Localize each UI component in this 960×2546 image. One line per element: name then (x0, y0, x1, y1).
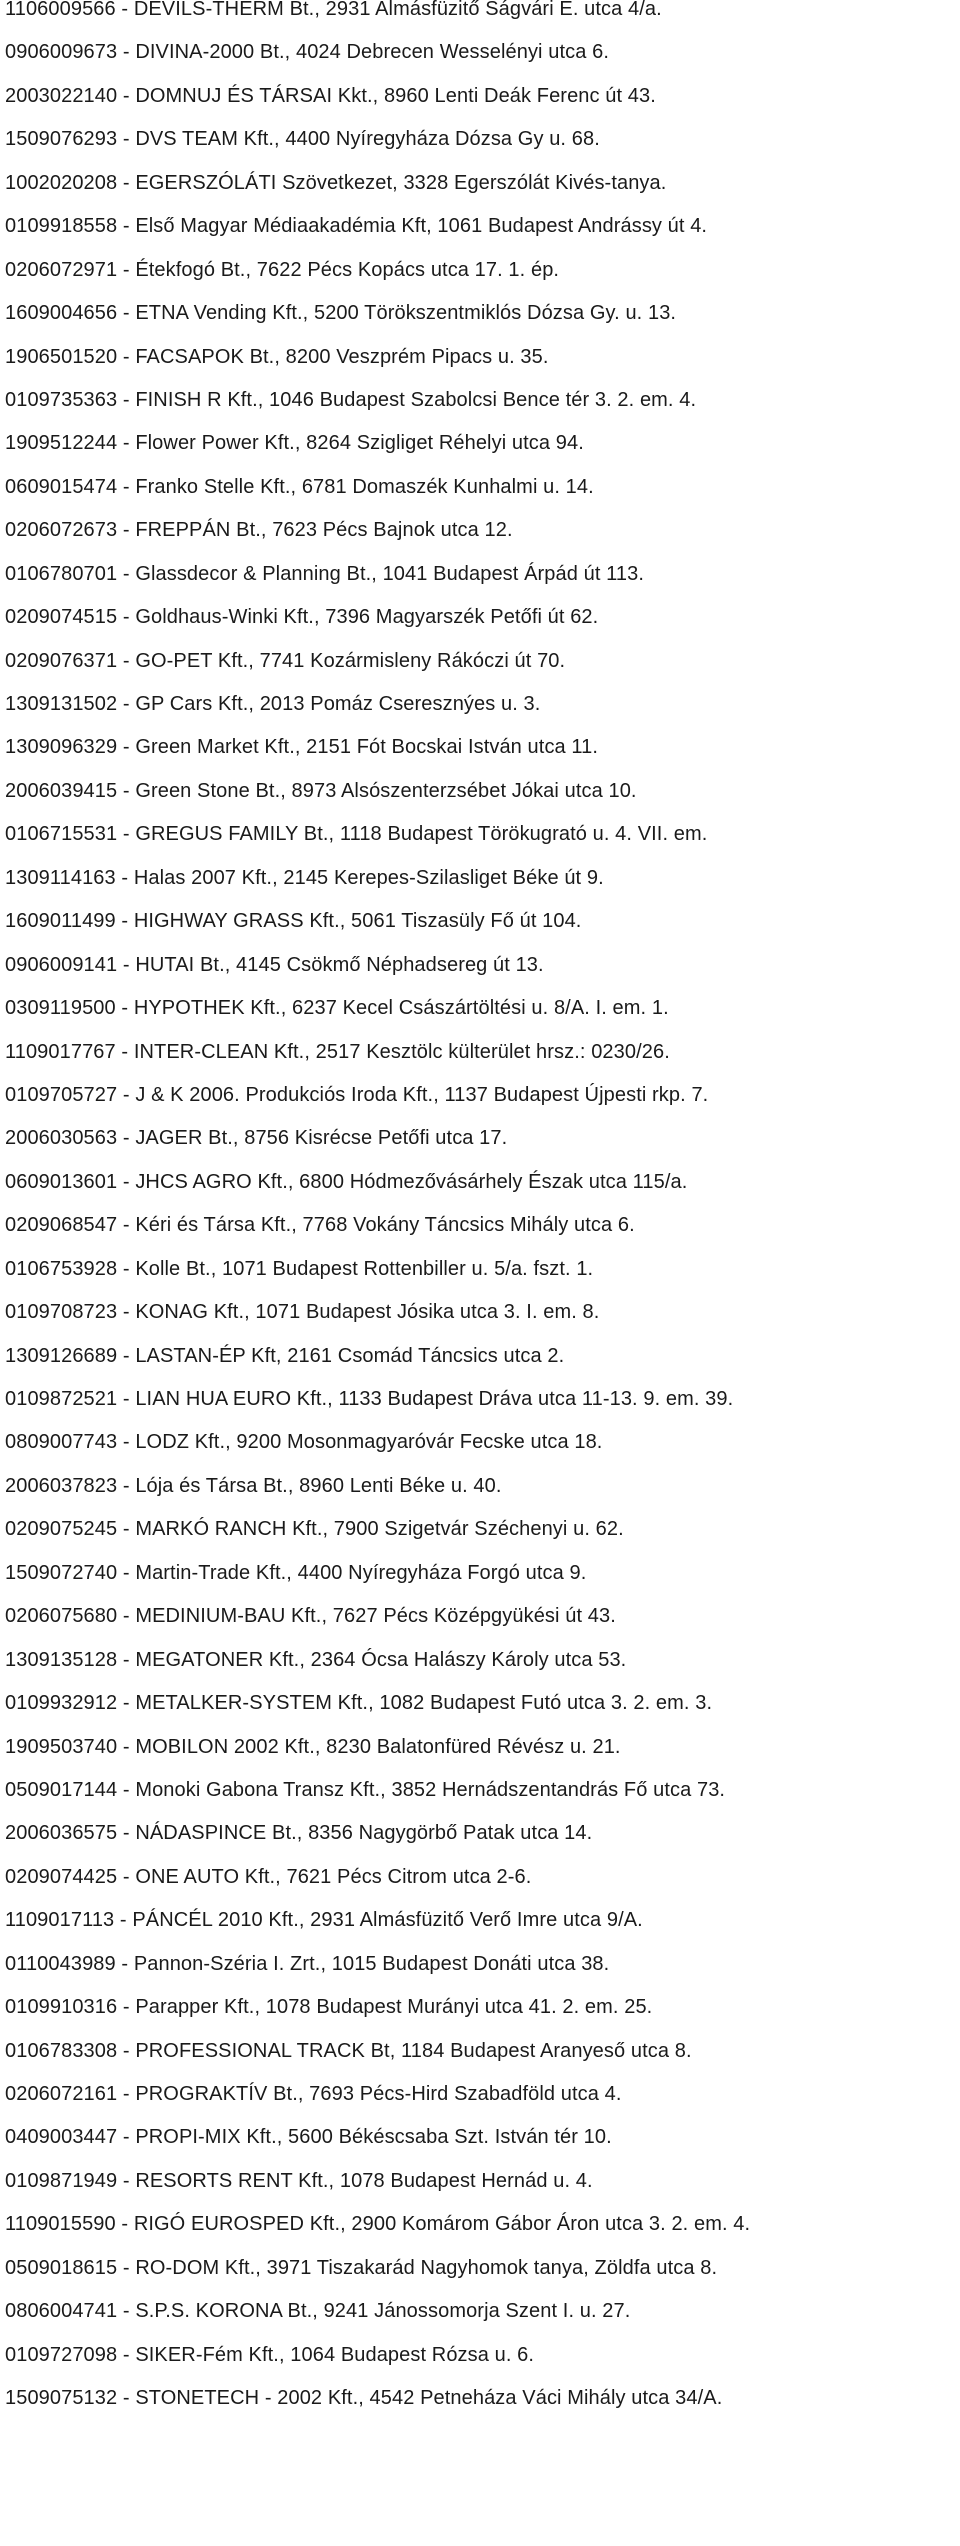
separator: - (117, 1822, 136, 1845)
registration-number: 1609011499 (5, 910, 116, 933)
company-details: RESORTS RENT Kft., 1078 Budapest Hernád u. 4. (135, 2169, 593, 2192)
separator: - (117, 128, 136, 151)
registration-number: 1109015590 (5, 2213, 116, 2236)
separator: - (117, 258, 136, 281)
registration-number: 0206072971 (5, 258, 118, 281)
registration-number: 2006039415 (5, 779, 118, 802)
company-details: INTER-CLEAN Kft., 2517 Kesztölc külterület hrsz.: 0230/26. (133, 1040, 670, 1063)
registration-number: 0209068547 (5, 1214, 118, 1237)
separator: - (117, 1344, 136, 1367)
registration-number: 1906501520 (5, 345, 118, 368)
separator: - (117, 562, 136, 585)
separator: - (117, 1865, 136, 1888)
list-item (5, 2160, 960, 2203)
company-details: HIGHWAY GRASS Kft., 5061 Tiszasüly Fő út 104. (133, 910, 582, 933)
registration-number: 2006037823 (5, 1474, 118, 1497)
separator: - (117, 475, 136, 498)
company-details: ETNA Vending Kft., 5200 Törökszentmiklós Dózsa Gy. u. 13. (135, 302, 677, 325)
separator: - (117, 215, 136, 238)
company-details: MARKÓ RANCH Kft., 7900 Szigetvár Széchenyi u. 62. (135, 1518, 624, 1541)
registration-number: 2006036575 (5, 1822, 118, 1845)
registration-number: 0309119500 (5, 997, 116, 1020)
company-details: LASTAN-ÉP Kft, 2161 Csomád Táncsics utca 2. (135, 1344, 565, 1367)
list-item (5, 1291, 960, 1334)
separator: - (117, 736, 136, 759)
separator: - (117, 302, 136, 325)
registration-number: 1309126689 (5, 1344, 118, 1367)
company-details: PROGRAKTÍV Bt., 7693 Pécs-Hird Szabadföld utca 4. (135, 2083, 622, 2105)
list-item (5, 2290, 960, 2333)
company-details: GREGUS FAMILY Bt., 1118 Budapest Törökugrató u. 4. VII. em. (135, 823, 708, 846)
list-item (5, 1595, 960, 1638)
separator: - (117, 1301, 136, 1324)
registration-number: 0906009141 (5, 953, 118, 976)
list-item (5, 1378, 960, 1421)
list-item (5, 987, 960, 1030)
registration-number: 1109017767 (5, 1040, 116, 1063)
registration-number: 0109871949 (5, 2169, 118, 2192)
company-details: J & K 2006. Produkciós Iroda Kft., 1137 Budapest Újpesti rkp. 7. (135, 1083, 709, 1106)
registration-number: 0109708723 (5, 1301, 118, 1324)
company-details: HYPOTHEK Kft., 6237 Kecel Császártöltési u. 8/A. I. em. 1. (133, 997, 669, 1020)
company-details: METALKER-SYSTEM Kft., 1082 Budapest Futó utca 3. 2. em. 3. (135, 1692, 713, 1715)
company-details: Étekfogó Bt., 7622 Pécs Kopács utca 17. 1. ép. (135, 258, 560, 281)
list-item (5, 596, 960, 639)
company-details: Franko Stelle Kft., 6781 Domaszék Kunhalmi u. 14. (135, 475, 594, 498)
company-details: Lója és Társa Bt., 8960 Lenti Béke u. 40. (135, 1474, 502, 1497)
company-details: Első Magyar Médiaakadémia Kft, 1061 Budapest Andrássy út 4. (135, 215, 708, 238)
company-details: LODZ Kft., 9200 Mosonmagyaróvár Fecske utca 18. (135, 1431, 603, 1454)
list-item (5, 770, 960, 813)
registration-number: 0206072673 (5, 519, 118, 542)
list-item (5, 1465, 960, 1508)
company-details: DIVINA-2000 Bt., 4024 Debrecen Wesselényi utca 6. (135, 41, 609, 64)
registration-number: 1002020208 (5, 171, 118, 194)
separator: - (117, 1648, 136, 1671)
list-item (5, 553, 960, 596)
registration-number: 0109705727 (5, 1083, 118, 1106)
list-item (5, 2377, 960, 2420)
separator: - (117, 2083, 136, 2105)
registration-number: 1309135128 (5, 1648, 118, 1671)
list-item (5, 2073, 960, 2116)
list-item (5, 118, 960, 161)
company-details: Green Market Kft., 2151 Fót Bocskai István utca 11. (135, 736, 599, 759)
company-details: MOBILON 2002 Kft., 8230 Balatonfüred Révész u. 21. (135, 1735, 621, 1758)
separator: - (117, 1257, 136, 1280)
list-item (5, 1204, 960, 1247)
separator: - (117, 2300, 136, 2323)
company-details: FACSAPOK Bt., 8200 Veszprém Pipacs u. 35. (135, 345, 549, 368)
registration-number: 1909503740 (5, 1735, 118, 1758)
list-item (5, 2334, 960, 2377)
separator: - (117, 519, 136, 542)
list-item (5, 1986, 960, 2029)
company-details: DVS TEAM Kft., 4400 Nyíregyháza Dózsa Gy u. 68. (135, 128, 600, 151)
registration-number: 0809007743 (5, 1431, 118, 1454)
separator: - (117, 2343, 136, 2366)
list-item (5, 0, 960, 31)
company-details: Pannon-Széria I. Zrt., 1015 Budapest Donáti utca 38. (133, 1952, 610, 1975)
separator: - (117, 84, 136, 107)
company-details: NÁDASPINCE Bt., 8356 Nagygörbő Patak utca 14. (135, 1822, 593, 1845)
list-item (5, 813, 960, 856)
separator: - (115, 1040, 134, 1063)
company-details: PÁNCÉL 2010 Kft., 2931 Almásfüzitő Verő Imre utca 9/A. (132, 1909, 643, 1932)
registration-number: 1609004656 (5, 302, 118, 325)
list-item (5, 379, 960, 422)
company-details: Kolle Bt., 1071 Budapest Rottenbiller u. 5/a. fszt. 1. (135, 1257, 594, 1280)
company-details: RO-DOM Kft., 3971 Tiszakarád Nagyhomok tanya, Zöldfa utca 8. (135, 2256, 718, 2279)
list-item (5, 292, 960, 335)
list-item (5, 1856, 960, 1899)
separator: - (117, 953, 136, 976)
separator: - (117, 388, 136, 411)
company-details: Martin-Trade Kft., 4400 Nyíregyháza Forgó utca 9. (135, 1561, 587, 1584)
company-details: ONE AUTO Kft., 7621 Pécs Citrom utca 2-6. (135, 1865, 532, 1888)
list-item (5, 31, 960, 74)
separator: - (115, 0, 134, 20)
separator: - (117, 171, 136, 194)
company-details: Parapper Kft., 1078 Budapest Murányi utca 41. 2. em. 25. (135, 1996, 653, 2019)
registration-number: 1509075132 (5, 2387, 118, 2410)
registration-number: 1309114163 (5, 866, 116, 889)
separator: - (117, 1778, 136, 1801)
separator: - (117, 1561, 136, 1584)
list-item (5, 944, 960, 987)
separator: - (117, 1474, 136, 1497)
list-item (5, 162, 960, 205)
company-list (5, 0, 960, 2421)
company-details: EGERSZÓLÁTI Szövetkezet, 3328 Egerszólát Kivés-tanya. (135, 171, 667, 194)
company-details: LIAN HUA EURO Kft., 1133 Budapest Dráva utca 11-13. 9. em. 39. (135, 1388, 734, 1410)
registration-number: 0609013601 (5, 1170, 118, 1193)
list-item (5, 1812, 960, 1855)
list-item (5, 466, 960, 509)
separator: - (115, 1952, 134, 1975)
company-details: PROPI-MIX Kft., 5600 Békéscsaba Szt. István tér 10. (135, 2126, 612, 2149)
list-item (5, 75, 960, 118)
company-details: HUTAI Bt., 4145 Csökmő Néphadsereg út 13. (135, 953, 544, 976)
list-item (5, 1074, 960, 1117)
company-details: Monoki Gabona Transz Kft., 3852 Hernádszentandrás Fő utca 73. (135, 1778, 726, 1801)
separator: - (117, 1214, 136, 1237)
registration-number: 1309131502 (5, 693, 118, 715)
company-details: MEDINIUM-BAU Kft., 7627 Pécs Középgyükési út 43. (135, 1605, 616, 1628)
separator: - (117, 1431, 136, 1454)
list-item (5, 422, 960, 465)
registration-number: 0209075245 (5, 1518, 118, 1541)
separator: - (117, 1518, 136, 1541)
separator: - (117, 2387, 136, 2410)
separator: - (117, 345, 136, 368)
separator: - (117, 1388, 136, 1410)
list-item (5, 205, 960, 248)
registration-number: 0109727098 (5, 2343, 118, 2366)
company-details: GP Cars Kft., 2013 Pomáz Cseresznýes u. 3. (135, 693, 541, 715)
company-details: KONAG Kft., 1071 Budapest Jósika utca 3. I. em. 8. (135, 1301, 600, 1324)
company-details: FINISH R Kft., 1046 Budapest Szabolcsi Bence tér 3. 2. em. 4. (135, 388, 697, 411)
separator: - (117, 1170, 136, 1193)
list-item (5, 1726, 960, 1769)
list-item (5, 726, 960, 769)
company-details: Green Stone Bt., 8973 Alsószenterzsébet Jókai utca 10. (135, 779, 637, 802)
company-details: RIGÓ EUROSPED Kft., 2900 Komárom Gábor Áron utca 3. 2. em. 4. (133, 2213, 751, 2236)
list-item (5, 1508, 960, 1551)
list-item (5, 509, 960, 552)
company-details: MEGATONER Kft., 2364 Ócsa Halászy Károly utca 53. (135, 1648, 627, 1671)
separator: - (117, 693, 136, 715)
separator: - (117, 2256, 136, 2279)
company-details: DOMNUJ ÉS TÁRSAI Kkt., 8960 Lenti Deák Ferenc út 43. (135, 84, 656, 107)
company-details: S.P.S. KORONA Bt., 9241 Jánossomorja Szent I. u. 27. (135, 2300, 631, 2323)
list-item (5, 640, 960, 683)
list-item (5, 1031, 960, 1074)
separator: - (117, 2039, 136, 2062)
company-details: SIKER-Fém Kft., 1064 Budapest Rózsa u. 6. (135, 2343, 535, 2366)
list-item (5, 2116, 960, 2159)
separator: - (115, 910, 134, 933)
registration-number: 1509076293 (5, 128, 118, 151)
list-item (5, 1899, 960, 1942)
separator: - (117, 2169, 136, 2192)
registration-number: 0509018615 (5, 2256, 118, 2279)
separator: - (114, 1909, 133, 1932)
list-item (5, 1552, 960, 1595)
company-details: GO-PET Kft., 7741 Kozármisleny Rákóczi út 70. (135, 649, 566, 672)
registration-number: 2003022140 (5, 84, 118, 107)
registration-number: 1909512244 (5, 432, 118, 455)
registration-number: 0109932912 (5, 1692, 118, 1715)
company-details: PROFESSIONAL TRACK Bt, 1184 Budapest Aranyeső utca 8. (135, 2039, 692, 2062)
list-item (5, 249, 960, 292)
list-item (5, 1335, 960, 1378)
separator: - (117, 649, 136, 672)
registration-number: 0109735363 (5, 388, 118, 411)
registration-number: 1509072740 (5, 1561, 118, 1584)
list-item (5, 2030, 960, 2073)
separator: - (117, 606, 136, 629)
company-details: JAGER Bt., 8756 Kisrécse Petőfi utca 17. (135, 1127, 508, 1150)
separator: - (117, 1692, 136, 1715)
separator: - (117, 779, 136, 802)
separator: - (115, 866, 134, 889)
registration-number: 2006030563 (5, 1127, 118, 1150)
registration-number: 0106715531 (5, 823, 118, 846)
separator: - (117, 823, 136, 846)
list-item (5, 2203, 960, 2246)
company-details: DEVILS-THERM Bt., 2931 Almásfüzitő Ságvári E. utca 4/a. (133, 0, 662, 20)
company-details: JHCS AGRO Kft., 6800 Hódmezővásárhely Észak utca 115/a. (135, 1170, 688, 1193)
list-item (5, 900, 960, 943)
registration-number: 1106009566 (5, 0, 116, 20)
list-item (5, 683, 960, 726)
list-item (5, 336, 960, 379)
separator: - (117, 1127, 136, 1150)
company-details: Goldhaus-Winki Kft., 7396 Magyarszék Petőfi út 62. (135, 606, 599, 629)
registration-number: 0209076371 (5, 649, 118, 672)
registration-number: 0906009673 (5, 41, 118, 64)
list-item (5, 1639, 960, 1682)
registration-number: 0209074515 (5, 606, 118, 629)
separator: - (117, 41, 136, 64)
registration-number: 0206072161 (5, 2083, 118, 2105)
separator: - (117, 2126, 136, 2149)
list-item (5, 1769, 960, 1812)
registration-number: 0106753928 (5, 1257, 118, 1280)
company-details: Kéri és Társa Kft., 7768 Vokány Táncsics Mihály utca 6. (135, 1214, 635, 1237)
list-item (5, 1117, 960, 1160)
list-item (5, 1161, 960, 1204)
registration-number: 1109017113 (5, 1909, 115, 1932)
registration-number: 0609015474 (5, 475, 118, 498)
list-item (5, 857, 960, 900)
registration-number: 0109918558 (5, 215, 118, 238)
registration-number: 0110043989 (5, 1952, 116, 1975)
registration-number: 0806004741 (5, 2300, 118, 2323)
registration-number: 0209074425 (5, 1865, 118, 1888)
registration-number: 0509017144 (5, 1778, 118, 1801)
separator: - (117, 1083, 136, 1106)
separator: - (117, 1605, 136, 1628)
registration-number: 0106783308 (5, 2039, 118, 2062)
company-details: Halas 2007 Kft., 2145 Kerepes-Szilasliget Béke út 9. (133, 866, 604, 889)
company-details: STONETECH - 2002 Kft., 4542 Petneháza Váci Mihály utca 34/A. (135, 2387, 723, 2410)
list-item (5, 1248, 960, 1291)
registration-number: 0109872521 (5, 1388, 118, 1410)
list-item (5, 1421, 960, 1464)
list-item (5, 1943, 960, 1986)
separator: - (117, 1996, 136, 2019)
registration-number: 0409003447 (5, 2126, 118, 2149)
separator: - (115, 997, 134, 1020)
registration-number: 0106780701 (5, 562, 118, 585)
separator: - (115, 2213, 134, 2236)
company-details: Glassdecor & Planning Bt., 1041 Budapest Árpád út 113. (135, 562, 645, 585)
company-details: Flower Power Kft., 8264 Szigliget Réhelyi utca 94. (135, 432, 584, 455)
separator: - (117, 432, 136, 455)
registration-number: 0109910316 (5, 1996, 118, 2019)
list-item (5, 2247, 960, 2290)
registration-number: 1309096329 (5, 736, 118, 759)
registration-number: 0206075680 (5, 1605, 118, 1628)
separator: - (117, 1735, 136, 1758)
company-details: FREPPÁN Bt., 7623 Pécs Bajnok utca 12. (135, 519, 513, 542)
list-item (5, 1682, 960, 1725)
